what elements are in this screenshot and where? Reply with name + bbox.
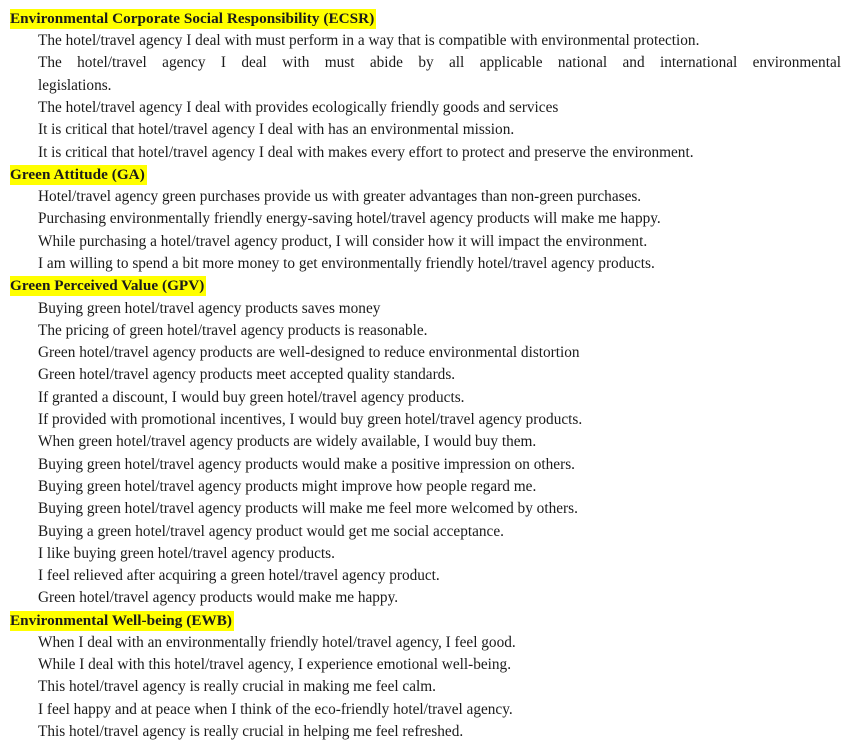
list-item: This hotel/travel agency is really crucial in making me feel calm. (38, 678, 436, 696)
list-item: While I deal with this hotel/travel agency, I experience emotional well-being. (38, 656, 512, 674)
list-item: The hotel/travel agency I deal with must abide by all applicable national and international environmental (38, 54, 841, 72)
list-item: I like buying green hotel/travel agency products. (38, 544, 335, 562)
list-item: Green hotel/travel agency products are well-designed to reduce environmental distortion (38, 344, 580, 362)
list-item: Purchasing environmentally friendly energy-saving hotel/travel agency products will make me happy. (38, 210, 661, 228)
list-item: If granted a discount, I would buy green hotel/travel agency products. (38, 388, 465, 406)
list-item: The hotel/travel agency I deal with provides ecologically friendly goods and services (38, 99, 559, 117)
section-heading: Green Perceived Value (GPV) (10, 277, 205, 295)
list-item: Buying green hotel/travel agency products would make a positive impression on others. (38, 455, 575, 473)
section-heading: Environmental Well-being (EWB) (10, 611, 233, 629)
list-item: When green hotel/travel agency products are widely available, I would buy them. (38, 433, 537, 451)
list-item: It is critical that hotel/travel agency I deal with has an environmental mission. (38, 121, 515, 139)
list-item: The hotel/travel agency I deal with must perform in a way that is compatible with environmental protection. (38, 32, 700, 50)
section-ga (10, 164, 841, 275)
list-item: When I deal with an environmentally friendly hotel/travel agency, I feel good. (38, 633, 516, 651)
list-item: While purchasing a hotel/travel agency product, I will consider how it will impact the environment. (38, 232, 648, 250)
list-item: I am willing to spend a bit more money to get environmentally friendly hotel/travel agency products. (38, 255, 655, 273)
section-heading: Green Attitude (GA) (10, 165, 145, 183)
section-ewb (10, 610, 841, 743)
list-item: I feel relieved after acquiring a green hotel/travel agency product. (38, 567, 440, 585)
list-item: If provided with promotional incentives, I would buy green hotel/travel agency products. (38, 411, 583, 429)
list-item: It is critical that hotel/travel agency I deal with makes every effort to protect and preserve the environment. (38, 143, 694, 161)
section-heading: Environmental Corporate Social Responsibility (ECSR) (10, 10, 375, 27)
list-item: Buying green hotel/travel agency products will make me feel more welcomed by others. (38, 500, 578, 518)
list-item-continuation: legislations. (38, 76, 112, 94)
list-item: Green hotel/travel agency products would make me happy. (38, 589, 399, 607)
list-item: I feel happy and at peace when I think of the eco-friendly hotel/travel agency. (38, 700, 513, 718)
list-item: Buying green hotel/travel agency products might improve how people regard me. (38, 477, 537, 495)
list-item: Buying a green hotel/travel agency product would get me social acceptance. (38, 522, 504, 540)
list-item: Green hotel/travel agency products meet accepted quality standards. (38, 366, 456, 384)
list-item: Hotel/travel agency green purchases provide us with greater advantages than non-green purchases. (38, 188, 642, 206)
section-gpv (10, 275, 841, 609)
list-item: Buying green hotel/travel agency products saves money (38, 299, 381, 317)
list-item: The pricing of green hotel/travel agency products is reasonable. (38, 321, 428, 339)
list-item: This hotel/travel agency is really crucial in helping me feel refreshed. (38, 723, 464, 741)
section-ecsr (10, 8, 841, 164)
